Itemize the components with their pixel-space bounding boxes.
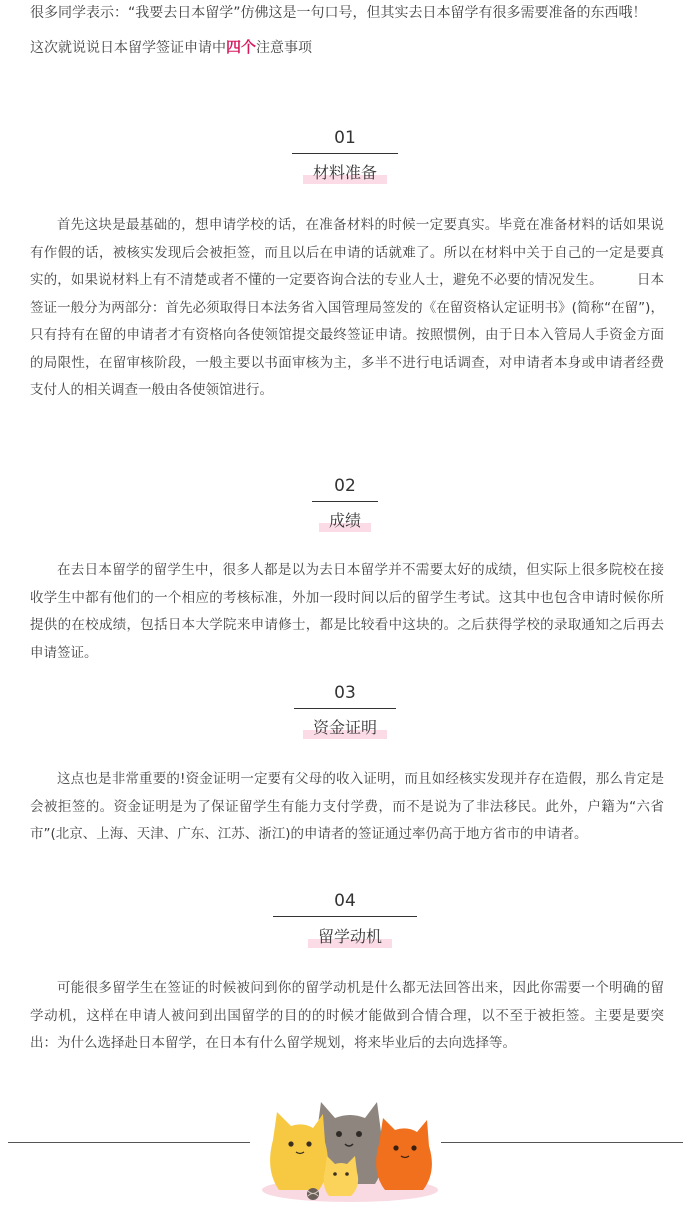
section-title-02	[250, 509, 440, 533]
section-body-03: 这点也是非常重要的!资金证明一定要有父母的收入证明，而且如经核实发现并存在造假，那么肯定是会被拒签的。资金证明是为了保证留学生有能力支付学费，而不是说为了非法移民。此外，户籍为“六省市”(北京、上海、天津、广东、江苏、浙江)的申请者的签证通过率仍高于地方省市的申请者。	[30, 771, 664, 842]
orange-cat	[376, 1118, 432, 1190]
intro-line-2-prefix: 这次就说说日本留学签证申请中	[30, 40, 226, 56]
section-title-04	[270, 925, 430, 949]
intro	[30, 0, 660, 61]
section-body-01: 首先这块是最基础的，想申请学校的话，在准备材料的时候一定要真实。毕竟在准备材料的话如果说有作假的话，被核实发现后会被拒签，而且以后在申请的话就难了。所以在材料中关于自己的一定是要真实的，如果说材料上有不清楚或者不懂的一定要咨询合法的专业人士，避免不必要的情况发生。 日本签证一般分为两部分：首先必须取得日本法务省入国管理局签发的《在留资格认定证明书》(简称“在留”)，只有持有在留的申请者才有资格向各使领馆提交最终签证申请。按照惯例，由于日本入管局人手资金方面的局限性，在留审核阶段，一般主要以书面审核为主，多半不进行电话调查，对申请者本身或申请者经费支付人的相关调查一般由各使领馆进行。	[30, 217, 664, 398]
yarn-ball-icon	[307, 1188, 319, 1200]
section-title-03	[250, 716, 440, 740]
yellow-cat	[270, 1112, 328, 1190]
intro-line-2-suffix: 注意事项	[256, 40, 313, 56]
intro-line-1: 很多同学表示：“我要去日本留学”仿佛这是一句口号，但其实去日本留学有很多需要准备的东西哦！	[30, 5, 647, 21]
section-title-04-text: 留学动机	[312, 925, 388, 949]
section-title-01	[250, 161, 440, 185]
footer-rule-left	[8, 1142, 250, 1143]
intro-line-2	[30, 34, 660, 61]
section-number-01: 01	[292, 127, 398, 154]
section-title-02-text: 成绩	[323, 509, 367, 533]
section-number-03: 03	[294, 682, 396, 709]
section-body-04: 可能很多留学生在签证的时候被问到你的留学动机是什么都无法回答出来，因此你需要一个明确的留学动机，这样在申请人被问到出国留学的目的的时候才能做到合情合理，以不至于被拒签。主要是要突出：为什么选择赴日本留学，在日本有什么留学规划，将来毕业后的去向选择等。	[30, 980, 664, 1051]
section-body-02: 在去日本留学的留学生中，很多人都是以为去日本留学并不需要太好的成绩，但实际上很多院校在接收学生中都有他们的一个相应的考核标准，外加一段时间以后的留学生考试。这其中也包含申请时候你所提供的在校成绩，包括日本大学院来申请修士，都是比较看中这块的。之后获得学校的录取通知之后再去申请签证。	[30, 562, 664, 661]
intro-emphasis: 四个	[226, 38, 257, 56]
section-number-02: 02	[312, 475, 378, 502]
section-title-03-text: 资金证明	[307, 716, 383, 740]
footer-rule-right	[441, 1142, 683, 1143]
section-number-04: 04	[273, 890, 417, 917]
section-title-01-text: 材料准备	[307, 161, 383, 185]
cats-illustration	[255, 1092, 445, 1204]
